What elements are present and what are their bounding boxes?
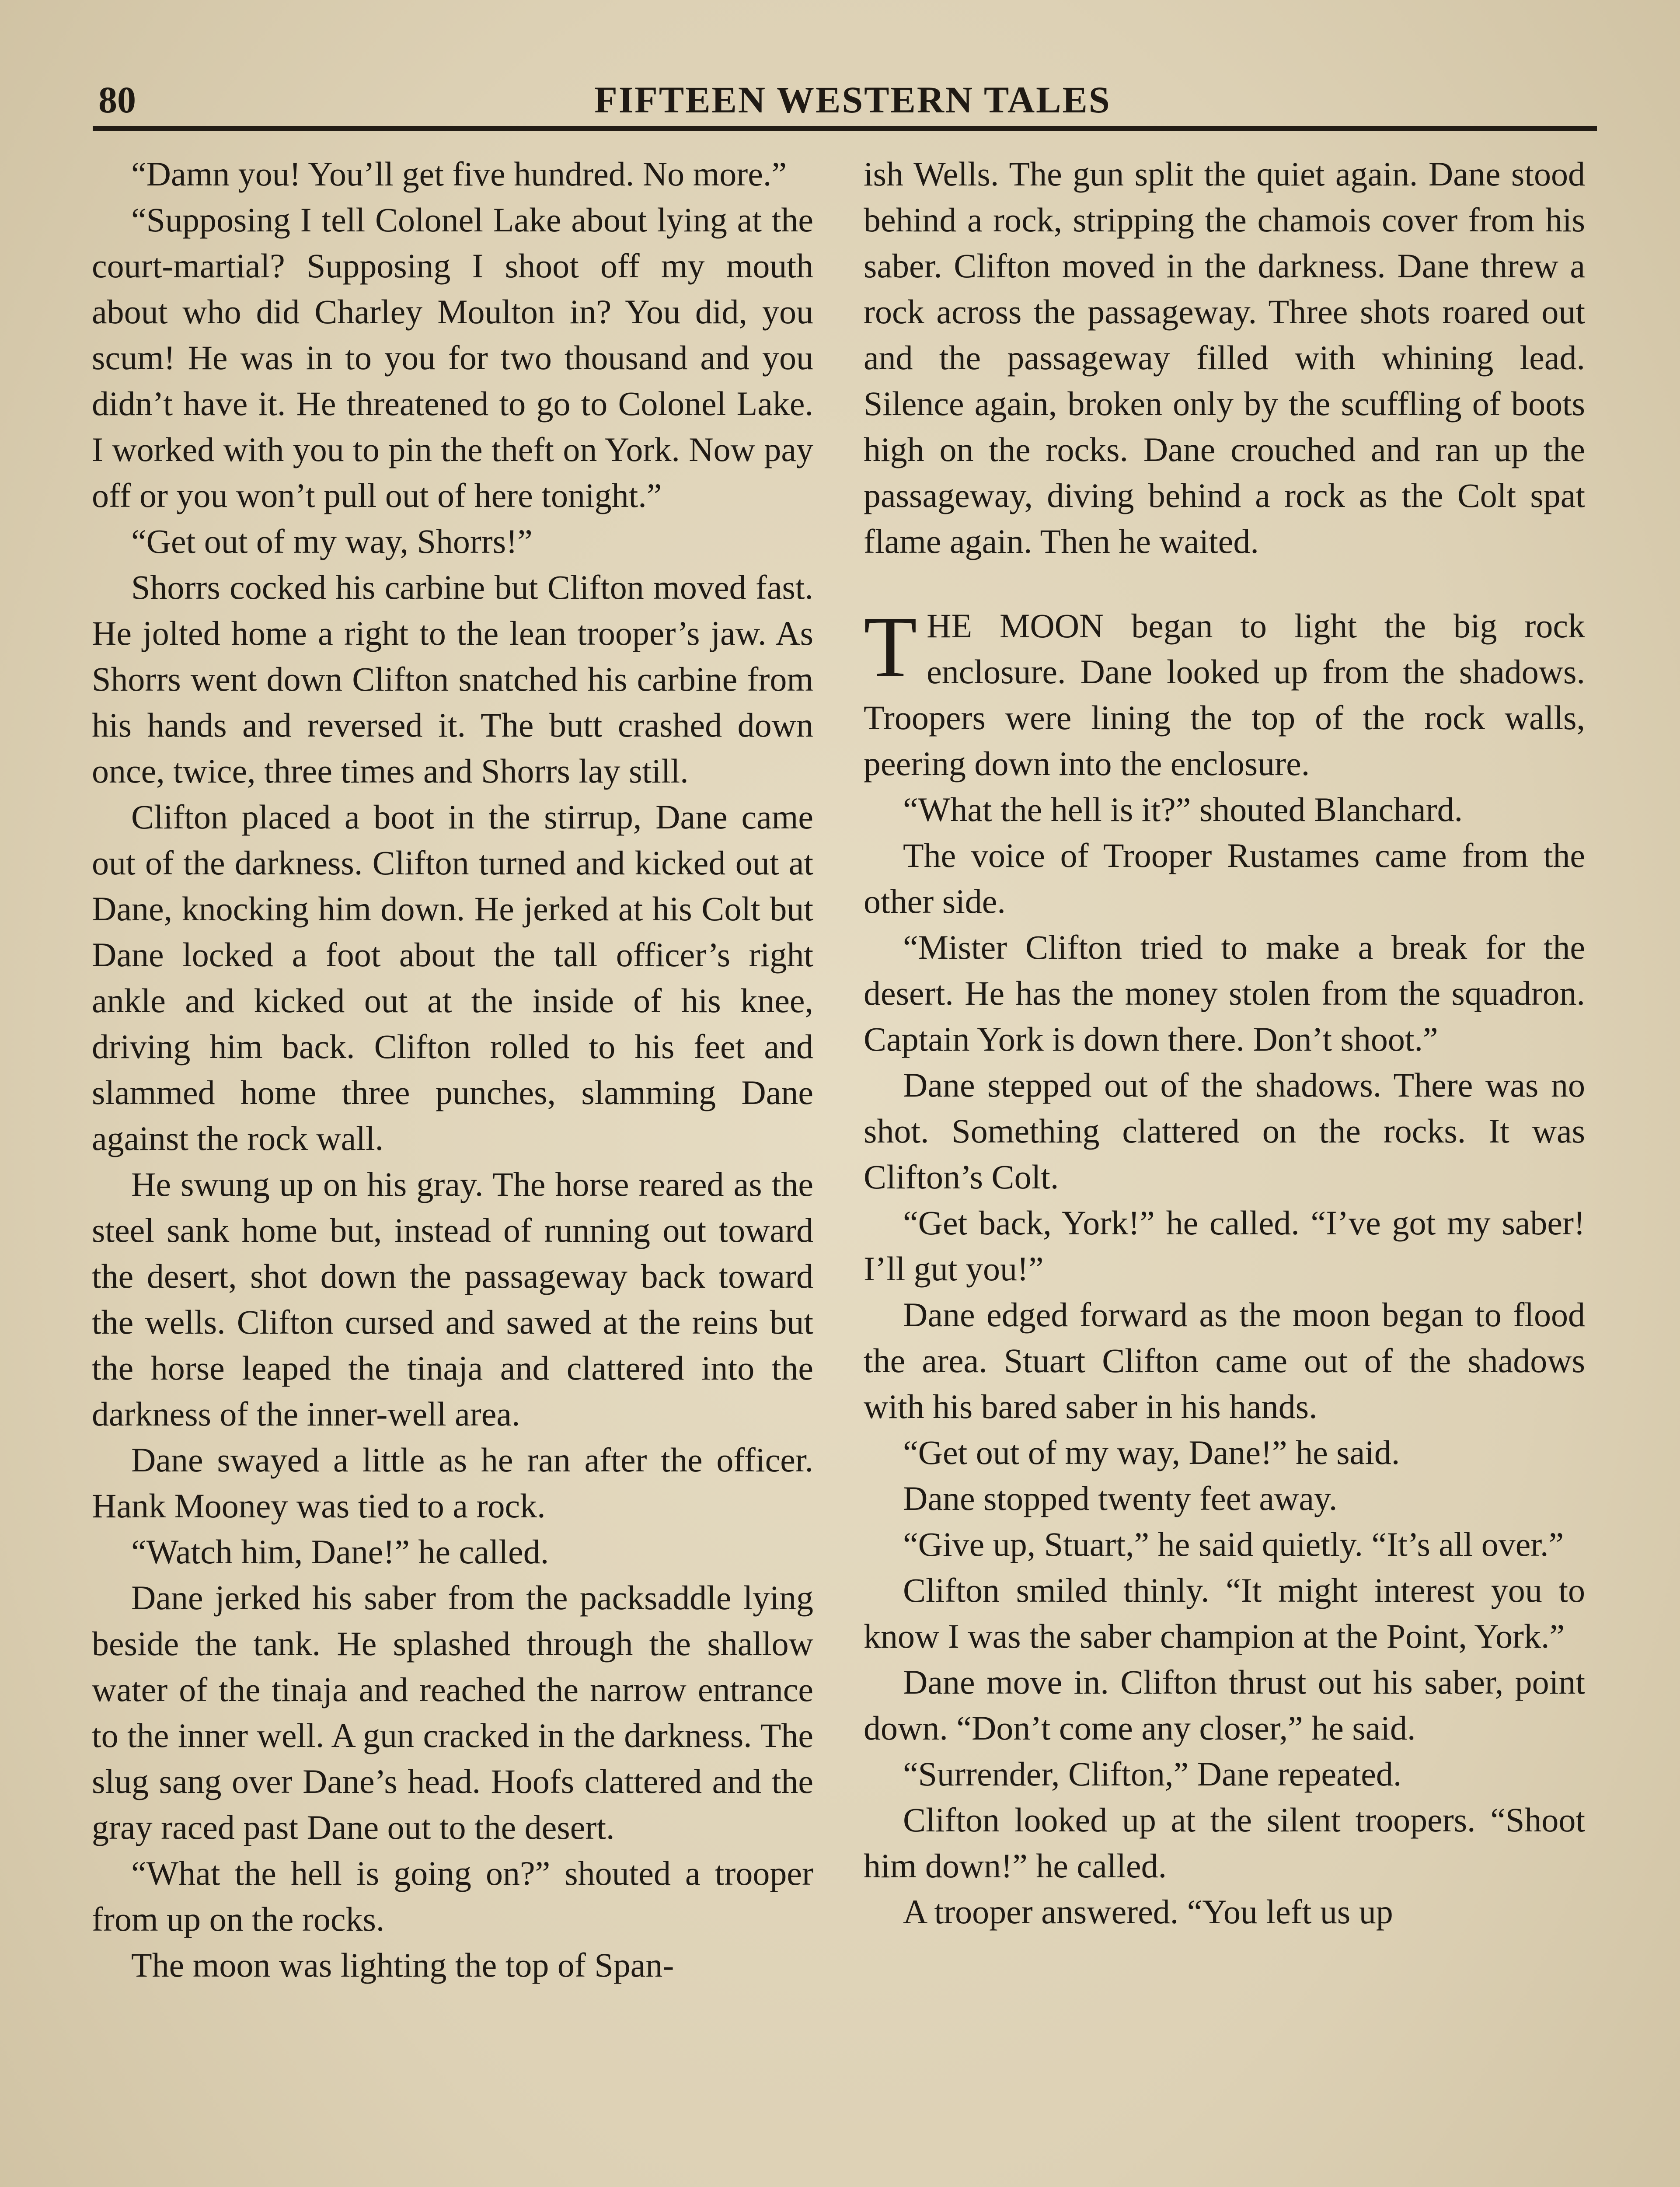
- paragraph: “Get back, York!” he called. “I’ve got my saber! I’ll gut you!”: [864, 1204, 1585, 1288]
- paragraph: A trooper answered. “You left us up: [903, 1893, 1393, 1931]
- paragraph: “Get out of my way, Shorrs!”: [131, 522, 533, 560]
- paragraph: “Give up, Stuart,” he said quietly. “It’s all over.”: [903, 1525, 1564, 1563]
- paragraph: The voice of Trooper Rustames came from the other side.: [864, 836, 1585, 920]
- left-column: [92, 151, 813, 1988]
- header-rule: [93, 126, 1597, 131]
- running-title: FIFTEEN WESTERN TALES: [594, 79, 1111, 121]
- paragraph: Clifton placed a boot in the stirrup, Dane came out of the darkness. Clifton turned and kicked out at Dane, knocking him down. He jerked at his Colt but Dane locked a foot about the tall officer’s right ankle and kicked out at the inside of his knee, driving him back. Clifton rolled to his feet and slammed home three punches, slamming Dane against the rock wall.: [92, 798, 813, 1157]
- section-opening-text: HE MOON began to light the big rock enclosure. Dane looked up from the shadows. Troopers were lining the top of the rock walls, peering down into the enclosure.: [864, 607, 1585, 783]
- paragraph: Clifton looked up at the silent troopers. “Shoot him down!” he called.: [864, 1801, 1585, 1885]
- paragraph: “What the hell is it?” shouted Blanchard.: [903, 790, 1463, 828]
- paragraph: “Mister Clifton tried to make a break for the desert. He has the money stolen from the squadron. Captain York is down there. Don’t shoot.”: [864, 928, 1585, 1058]
- paragraph: Dane edged forward as the moon began to flood the area. Stuart Clifton came out of the shadows with his bared saber in his hands.: [864, 1296, 1585, 1425]
- paragraph: Dane jerked his saber from the packsaddle lying beside the tank. He splashed through the shallow water of the tinaja and reached the narrow entrance to the inner well. A gun cracked in the darkness. The slug sang over Dane’s head. Hoofs clattered and the gray raced past Dane out to the desert.: [92, 1579, 813, 1846]
- section-opening: [864, 599, 1585, 786]
- paragraph: “Damn you! You’ll get five hundred. No more.”: [131, 155, 787, 193]
- paragraph: “Supposing I tell Colonel Lake about lying at the court-martial? Supposing I shoot off my mouth about who did Charley Moulton in? You did, you scum! He was in to you for two thousand and you didn’t have it. He threatened to go to Colonel Lake. I worked with you to pin the theft on York. Now pay off or you won’t pull out of here tonight.”: [92, 201, 813, 514]
- continued-paragraph: ish Wells. The gun split the quiet again. Dane stood behind a rock, stripping the chamois cover from his saber. Clifton moved in the darkness. Dane threw a rock across the passageway. Three shots roared out and the passageway filled with whining lead. Silence again, broken only by the scuffling of boots high on the rocks. Dane crouched and ran up the passageway, diving behind a rock as the Colt spat flame again. Then he waited.: [864, 155, 1585, 560]
- page-header: [0, 0, 1680, 136]
- paragraph: “Surrender, Clifton,” Dane repeated.: [903, 1755, 1402, 1793]
- paragraph: Clifton smiled thinly. “It might interest you to know I was the saber champion at the Point, York.”: [864, 1571, 1585, 1655]
- right-column: [864, 151, 1585, 1935]
- paragraph: Dane move in. Clifton thrust out his saber, point down. “Don’t come any closer,” he said.: [864, 1663, 1585, 1747]
- drop-cap: T: [864, 599, 917, 695]
- paragraph: “Watch him, Dane!” he called.: [131, 1533, 549, 1571]
- paragraph: Dane stepped out of the shadows. There was no shot. Something clattered on the rocks. It was Clifton’s Colt.: [864, 1066, 1585, 1196]
- paragraph: “Get out of my way, Dane!” he said.: [903, 1433, 1400, 1471]
- paragraph: He swung up on his gray. The horse reared as the steel sank home but, instead of running out toward the desert, shot down the passageway back toward the wells. Clifton cursed and sawed at the reins but the horse leaped the tinaja and clattered into the darkness of the inner-well area.: [92, 1165, 813, 1433]
- paragraph: The moon was lighting the top of Span-: [131, 1946, 674, 1984]
- section-break: [864, 564, 1585, 603]
- paragraph: “What the hell is going on?” shouted a trooper from up on the rocks.: [92, 1854, 813, 1938]
- paragraph: Dane swayed a little as he ran after the officer. Hank Mooney was tied to a rock.: [92, 1441, 813, 1525]
- paragraph: Dane stopped twenty feet away.: [903, 1479, 1338, 1517]
- page-number: 80: [98, 79, 136, 121]
- paragraph: Shorrs cocked his carbine but Clifton moved fast. He jolted home a right to the lean trooper’s jaw. As Shorrs went down Clifton snatched his carbine from his hands and reversed it. The butt crashed down once, twice, three times and Shorrs lay still.: [92, 568, 813, 790]
